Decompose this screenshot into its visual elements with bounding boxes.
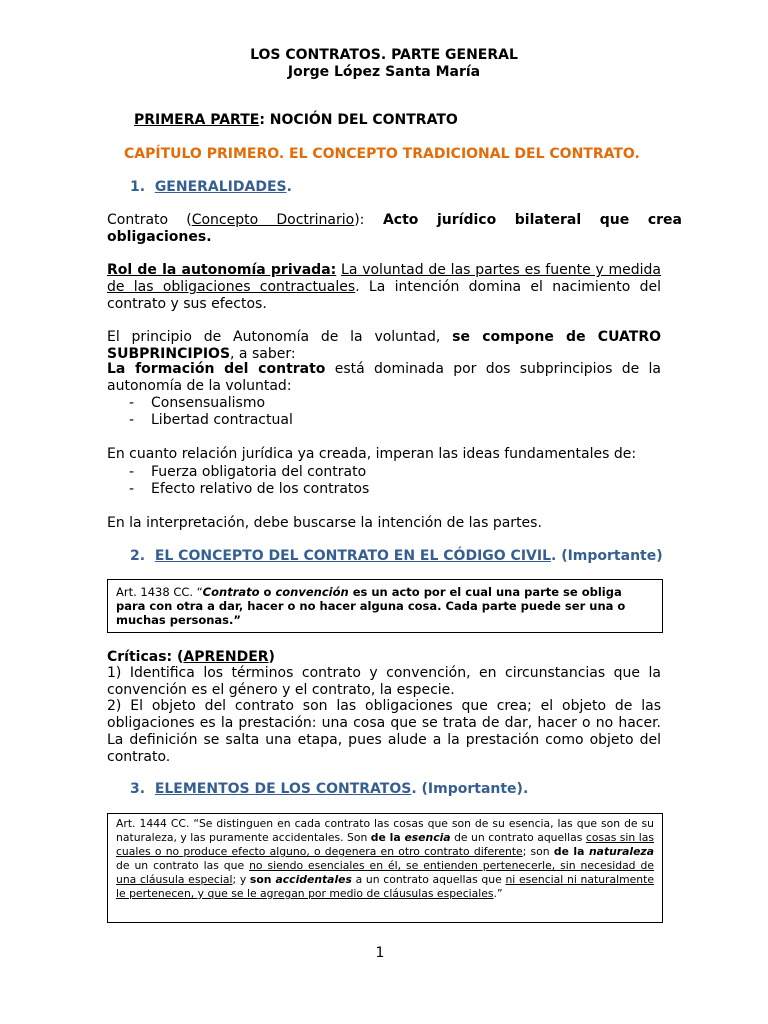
critica-2: 2) El objeto del contrato son las obligaciones que crea; el objeto de las obligaciones es la prestación: una cosa que se trata de dar, hacer o no hacer. La definición se salta una etapa, pues alude a la prestación como objeto del contrato. xyxy=(107,698,661,765)
contrato-definition: Contrato (Concepto Doctrinario): Acto jurídico bilateral que crea obligaciones. xyxy=(107,212,682,245)
formacion-list xyxy=(107,395,661,429)
list-item: - Consensualismo xyxy=(129,395,266,411)
section-1-heading: 1. GENERALIDADES. xyxy=(130,179,292,195)
article-1444-box: Art. 1444 CC. “Se distinguen en cada contrato las cosas que son de su esencia, las que son de su naturaleza, y las puramente accidentales. Son de la esencia de un contrato aquellas cosas sin las cuales o no produce efecto alguno, o degenera en otro contrato diferente; son de la naturaleza de un contrato las que no siendo esenciales en él, se entienden pertenecerle, sin necesidad de una cláusula especial; y son accidentales a un contrato aquellas que ni esencial ni naturalmente le pertenecen, y que se le agregan por medio de cláusulas especiales.” xyxy=(107,813,663,923)
criticas-heading: Críticas: (APRENDER) xyxy=(107,649,275,665)
document-author: Jorge López Santa María xyxy=(287,64,481,80)
interpretacion-paragraph: En la interpretación, debe buscarse la intención de las partes. xyxy=(107,515,542,531)
document-title: LOS CONTRATOS. PARTE GENERAL xyxy=(250,47,518,63)
rol-paragraph: Rol de la autonomía privada: La voluntad de las partes es fuente y medida de las obligaciones contractuales. La intención domina el nacimiento del contrato y sus efectos. xyxy=(107,262,662,312)
list-item: - Fuerza obligatoria del contrato xyxy=(129,464,367,480)
page-number: 1 xyxy=(375,945,385,961)
critica-1: 1) Identifica los términos contrato y convención, en circunstancias que la convención es el género y el contrato, la especie. xyxy=(107,665,661,698)
part-label: PRIMERA PARTE xyxy=(134,112,260,128)
section-3-heading: 3. ELEMENTOS DE LOS CONTRATOS. (Importante). xyxy=(130,781,529,797)
relacion-paragraph: En cuanto relación jurídica ya creada, imperan las ideas fundamentales de: xyxy=(107,446,637,462)
article-1438-box: Art. 1438 CC. “Contrato o convención es un acto por el cual una parte se obliga para con otra a dar, hacer o no hacer alguna cosa. Cada parte puede ser una o muchas personas.” xyxy=(107,579,663,633)
part-heading: PRIMERA PARTE: NOCIÓN DEL CONTRATO xyxy=(134,112,458,128)
relacion-list xyxy=(107,464,661,498)
principio-paragraph: El principio de Autonomía de la voluntad, se compone de CUATRO SUBPRINCIPIOS, a saber: xyxy=(107,329,661,362)
formacion-paragraph: La formación del contrato está dominada por dos subprincipios de la autonomía de la voluntad: xyxy=(107,361,661,394)
chapter-heading: CAPÍTULO PRIMERO. EL CONCEPTO TRADICIONAL DEL CONTRATO. xyxy=(124,146,640,162)
list-item: - Efecto relativo de los contratos xyxy=(129,481,370,497)
section-2-heading: 2. EL CONCEPTO DEL CONTRATO EN EL CÓDIGO CIVIL. (Importante) xyxy=(130,548,663,564)
list-item: - Libertad contractual xyxy=(129,412,293,428)
